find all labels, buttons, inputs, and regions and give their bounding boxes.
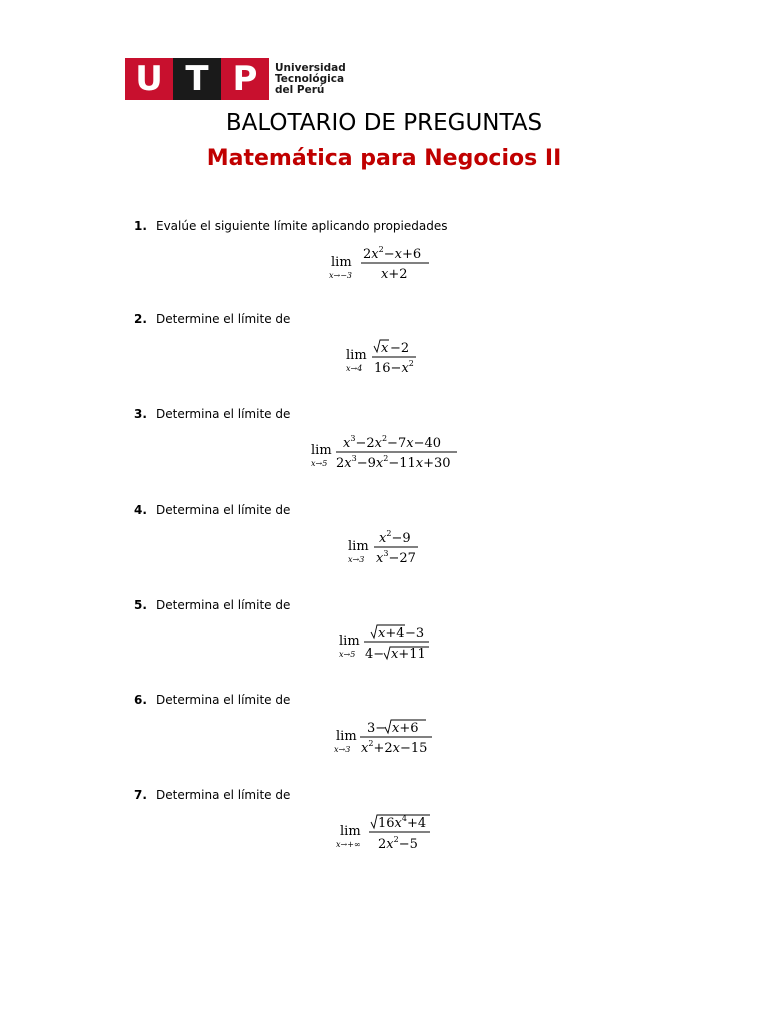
question-text: Evalúe el siguiente límite aplicando propiedades	[156, 219, 448, 233]
svg-text:lim: lim	[336, 729, 357, 744]
question-number: 2.	[134, 312, 147, 326]
svg-text:x+2: x+2	[381, 267, 408, 282]
svg-text:x+6: x+6	[392, 721, 419, 736]
question-number: 5.	[134, 598, 147, 612]
question-text: Determina el límite de	[156, 407, 291, 421]
logo-letter-u: U	[125, 58, 173, 100]
formula-2	[0, 336, 768, 378]
svg-text:x+4: x+4	[378, 626, 405, 641]
page-subtitle: Matemática para Negocios II	[206, 146, 562, 171]
svg-text:x2−9: $x^2-9$	[379, 529, 411, 546]
utp-logo	[125, 58, 346, 100]
svg-text:16x4+4: $16x^4+4$	[378, 814, 427, 831]
svg-text:lim: lim	[339, 634, 360, 649]
question-text: Determina el límite de	[156, 503, 291, 517]
formula-5	[0, 620, 768, 664]
logo-letter-p: P	[221, 58, 269, 100]
svg-text:lim: lim	[348, 539, 369, 554]
page-title: BALOTARIO DE PREGUNTAS	[225, 110, 543, 136]
svg-text:x2+2x−15: $x^2+2x-15$	[361, 739, 428, 756]
svg-text:lim: lim	[346, 348, 367, 363]
svg-text:lim: lim	[311, 443, 332, 458]
question-1	[134, 219, 448, 233]
question-text: Determina el límite de	[156, 788, 291, 802]
question-3	[134, 407, 290, 421]
svg-text:3−: 3−	[367, 721, 387, 736]
svg-text:−3: −3	[405, 626, 425, 641]
svg-text:2x2−x+6: $2x^2-x+6$	[363, 245, 422, 262]
svg-text:x3−27: $x^3-27$	[376, 549, 416, 566]
question-text: Determine el límite de	[156, 312, 291, 326]
logo-line-1: Universidad	[275, 61, 346, 74]
formula-7	[0, 810, 768, 854]
svg-text:lim: lim	[340, 824, 361, 839]
svg-text:x→5: x→5	[339, 650, 356, 659]
question-2	[134, 312, 290, 326]
logo-wordmark	[275, 63, 346, 96]
question-4	[134, 503, 290, 517]
formula-4	[0, 526, 768, 568]
svg-text:2x2−5: $2x^2-5$	[378, 835, 418, 852]
svg-text:2x3−9x2−11x+30: $2x^3-9x^2-11x+30$	[336, 454, 451, 471]
svg-text:x: x	[381, 341, 389, 356]
question-number: 6.	[134, 693, 147, 707]
svg-text:lim: lim	[331, 255, 352, 270]
question-number: 7.	[134, 788, 147, 802]
question-text: Determina el límite de	[156, 598, 291, 612]
svg-text:x→4: x→4	[346, 364, 363, 373]
svg-text:16−x2: $16-x^2$	[374, 359, 414, 376]
svg-text:4−: 4−	[365, 647, 385, 662]
question-number: 4.	[134, 503, 147, 517]
svg-text:x→3: x→3	[334, 745, 351, 754]
logo-letter-t: T	[173, 58, 221, 100]
logo-mark	[125, 58, 269, 100]
svg-text:x→5: x→5	[311, 459, 328, 468]
question-number: 3.	[134, 407, 147, 421]
svg-text:x+11: x+11	[391, 647, 426, 662]
formula-1	[0, 242, 768, 284]
question-7	[134, 788, 290, 802]
logo-line-2: Tecnológica	[275, 72, 345, 85]
svg-text:x→+∞: x→+∞	[336, 840, 361, 849]
svg-text:x→−3: x→−3	[329, 271, 353, 280]
logo-line-3: del Perú	[275, 83, 325, 96]
svg-text:x→3: x→3	[348, 555, 365, 564]
formula-3	[0, 431, 768, 473]
svg-text:x3−2x2−7x−40: $x^3-2x^2-7x-40$	[343, 434, 441, 451]
question-6	[134, 693, 290, 707]
question-number: 1.	[134, 219, 147, 233]
question-text: Determina el límite de	[156, 693, 291, 707]
svg-text:−2: −2	[390, 341, 410, 356]
question-5	[134, 598, 290, 612]
formula-6	[0, 716, 768, 760]
